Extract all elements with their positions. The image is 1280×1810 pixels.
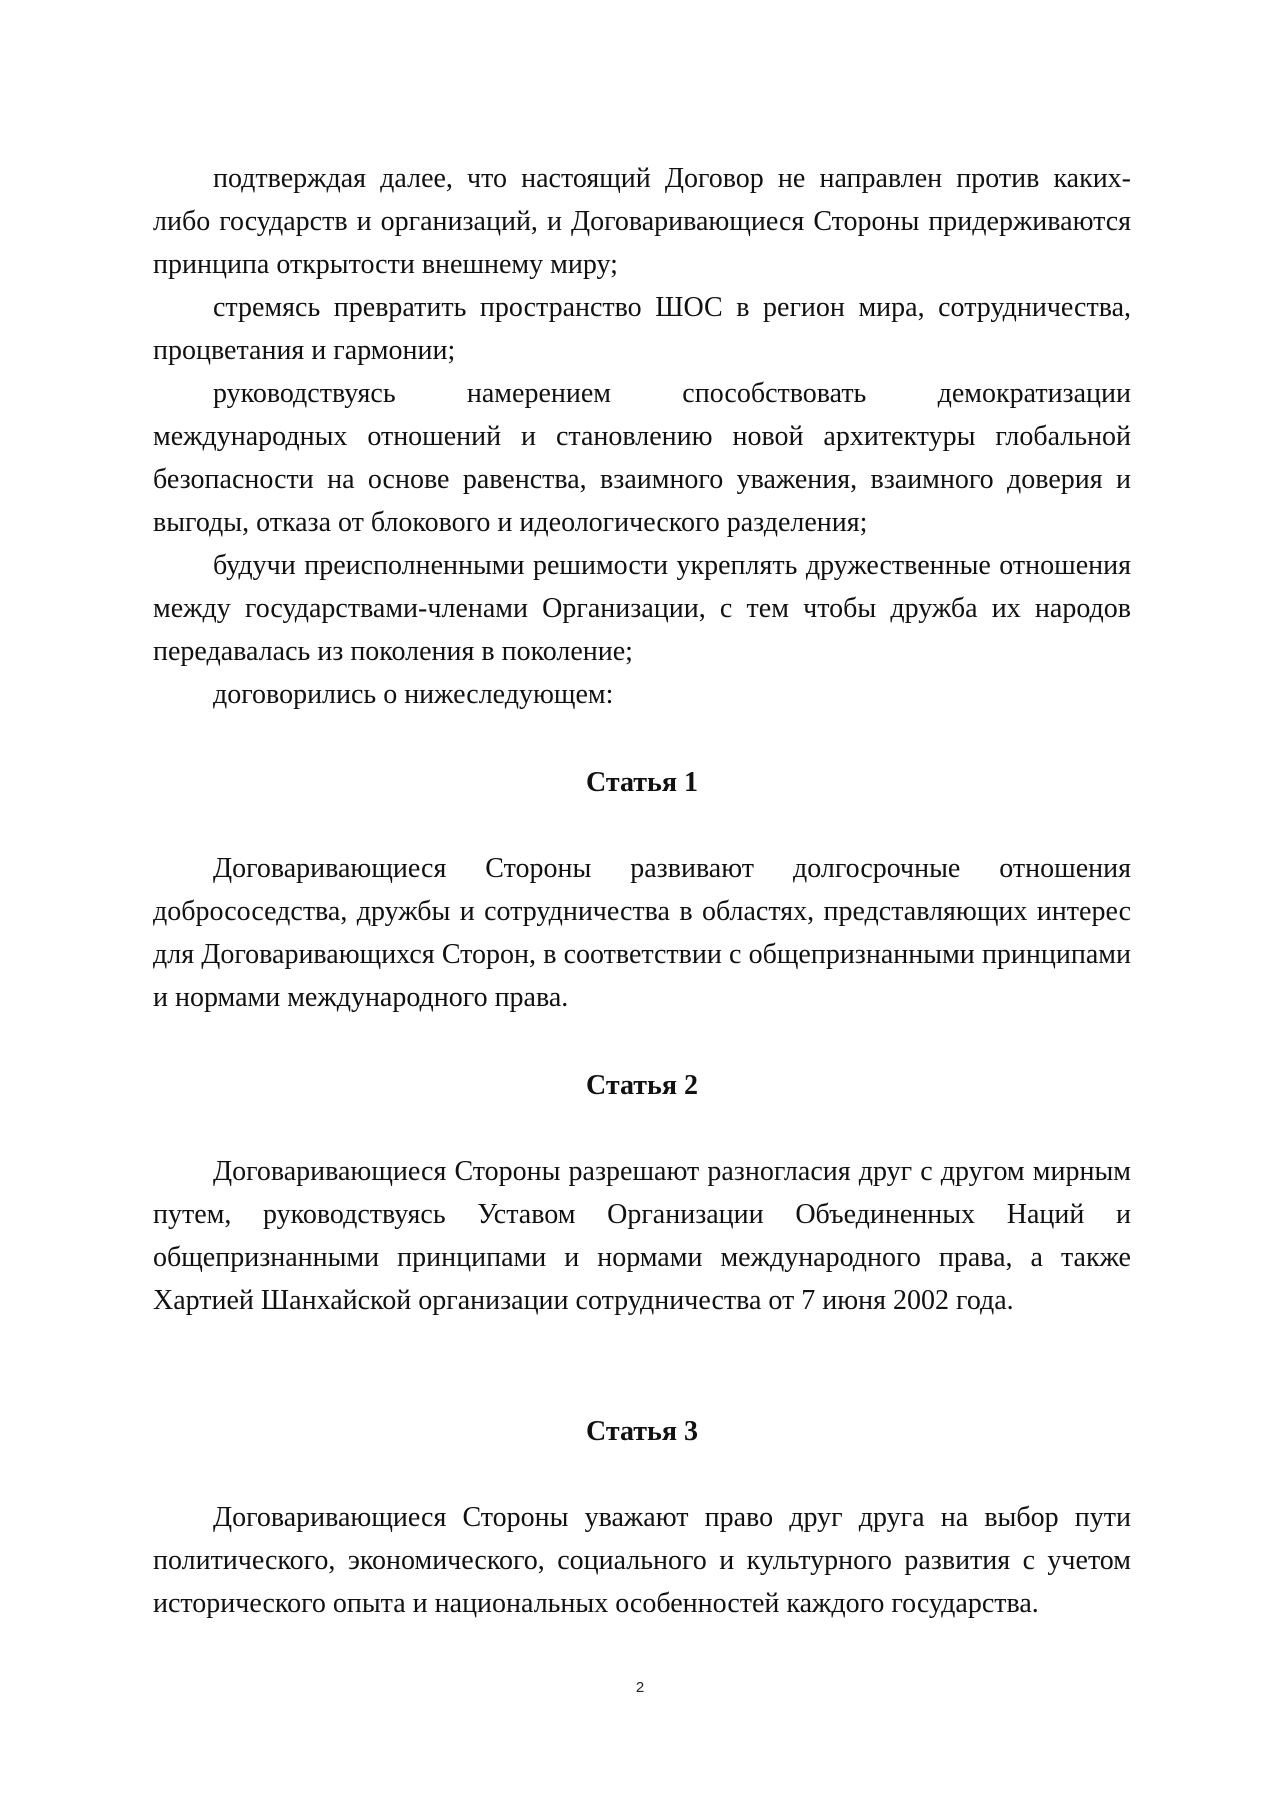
article-2-text: Договаривающиеся Стороны разрешают разногласия друг с другом мирным путем, руководствуясь Уставом Организации Объединенных Наций и общепризнанными принципами и нормами международного права, а также Хартией Шанхайской организации сотрудничества от 7 июня 2002 года. <box>153 1156 1131 1316</box>
intro-paragraph-3: руководствуясь намерением способствовать демократизации международных отношений и становлению новой архитектуры глобальной безопасности на основе равенства, взаимного уважения, взаимного доверия и выгоды, отказа от блокового и идеологического разделения; <box>153 378 1131 538</box>
article-2-body <box>153 1150 1131 1322</box>
intro-section <box>153 157 1131 716</box>
intro-paragraph-4: будучи преисполненными решимости укреплять дружественные отношения между государствами-членами Организации, с тем чтобы дружба их народов передавалась из поколения в поколение; <box>153 550 1131 667</box>
article-3-heading: Статья 3 <box>586 1416 698 1447</box>
intro-paragraph-5: договорились о нижеследующем: <box>213 679 614 710</box>
article-3-body <box>153 1496 1131 1625</box>
article-1-body <box>153 847 1131 1019</box>
intro-paragraph-1: подтверждая далее, что настоящий Договор не направлен против каких-либо государств и организаций, и Договаривающиеся Стороны придерживаются принципа открытости внешнему миру; <box>153 163 1131 280</box>
article-3-text: Договаривающиеся Стороны уважают право друг друга на выбор пути политического, экономического, социального и культурного развития с учетом исторического опыта и национальных особенностей каждого государства. <box>153 1502 1131 1619</box>
intro-paragraph-2: стремясь превратить пространство ШОС в регион мира, сотрудничества, процветания и гармонии; <box>153 292 1131 366</box>
article-2-heading: Статья 2 <box>586 1070 698 1101</box>
article-1-heading: Статья 1 <box>586 767 698 798</box>
article-1-text: Договаривающиеся Стороны развивают долгосрочные отношения добрососедства, дружбы и сотрудничества в областях, представляющих интерес для Договаривающихся Сторон, в соответствии с общепризнанными принципами и нормами международного права. <box>153 853 1131 1013</box>
page-number: 2 <box>635 1679 645 1696</box>
